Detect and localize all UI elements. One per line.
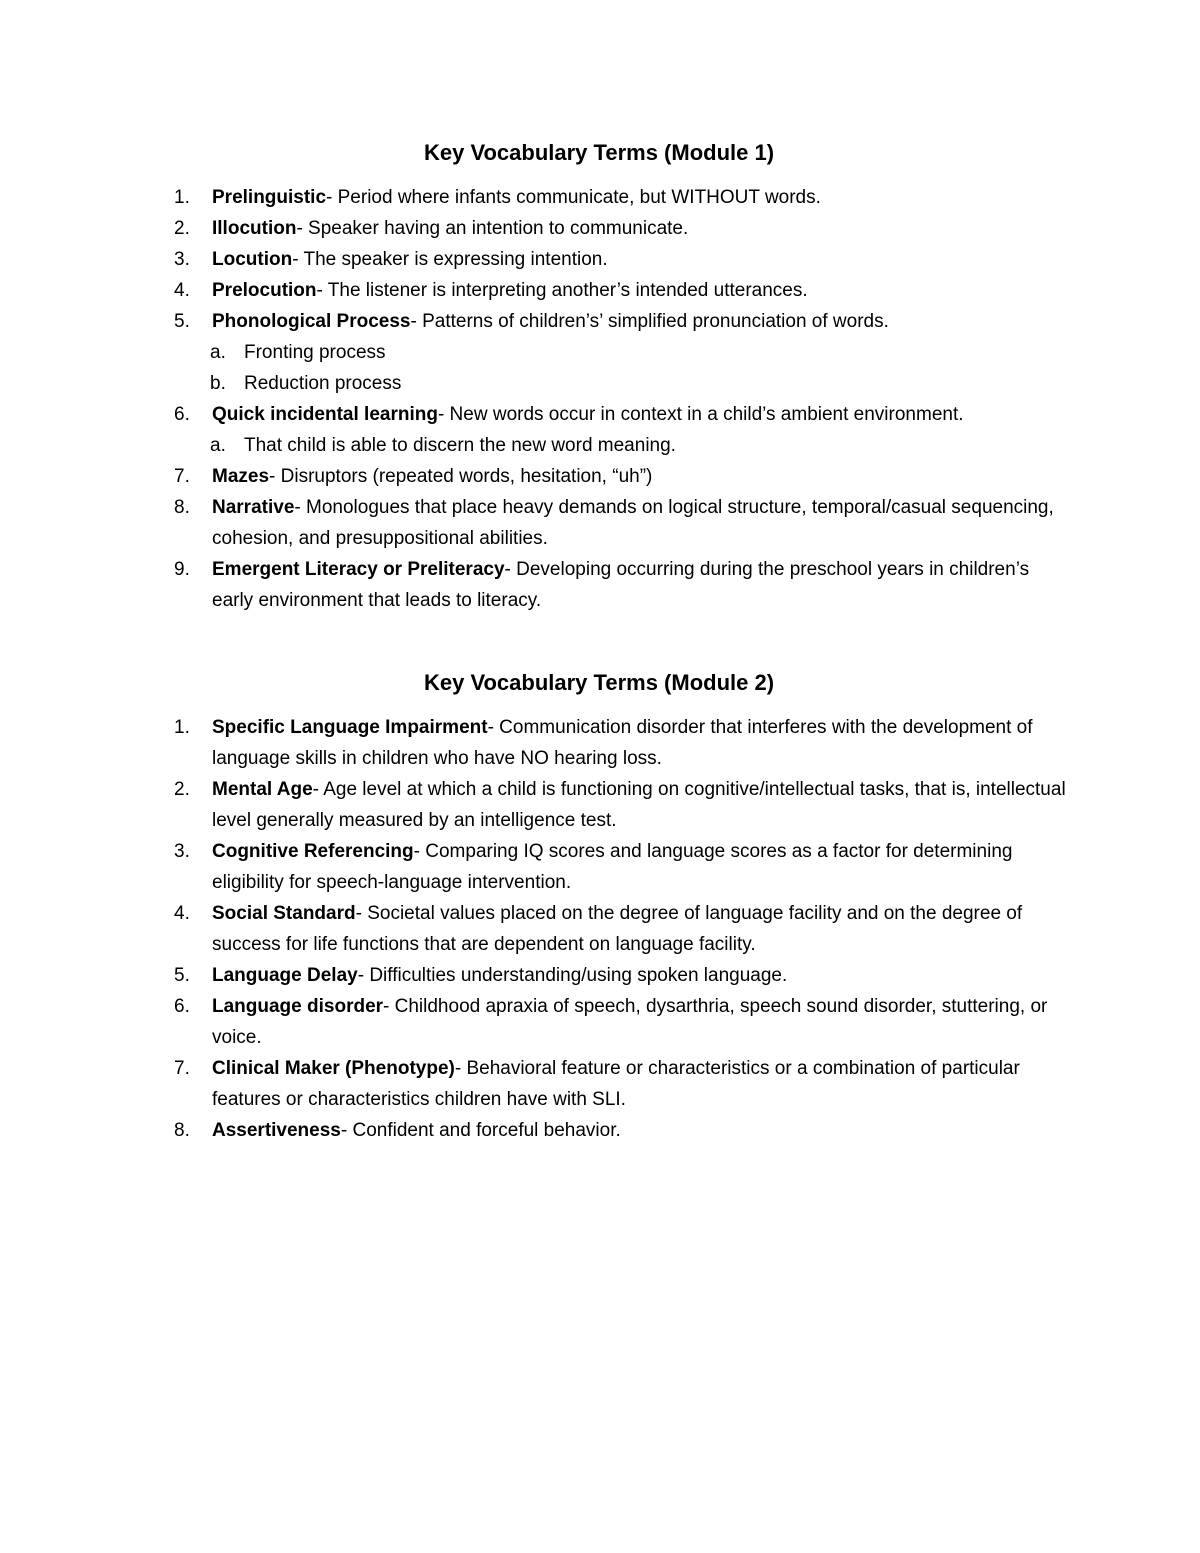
term-item	[174, 244, 1074, 275]
term-word: Mazes	[212, 466, 270, 487]
module-2-term-list	[174, 712, 1074, 1146]
term-word: Clinical Maker (Phenotype)	[212, 1058, 455, 1079]
sub-item	[174, 430, 1074, 461]
term-number: 4.	[174, 280, 190, 301]
term-definition: - Age level at which a child is functioning on cognitive/intellectual tasks, that is, intellectual level generally measured by an intelligence test.	[212, 779, 1066, 831]
sub-list	[174, 337, 1074, 399]
term-word: Mental Age	[212, 779, 313, 800]
module-1-section	[174, 138, 1074, 616]
term-number: 4.	[174, 903, 190, 924]
term-word: Language disorder	[212, 996, 384, 1017]
term-item	[174, 275, 1074, 306]
module-1-heading: Key Vocabulary Terms (Module 1)	[423, 140, 775, 165]
term-definition: - Period where infants communicate, but WITHOUT words.	[326, 187, 821, 208]
term-number: 2.	[174, 779, 190, 800]
term-number: 3.	[174, 841, 190, 862]
sub-item-text: That child is able to discern the new word meaning.	[244, 435, 676, 456]
term-word: Prelinguistic	[212, 187, 327, 208]
term-item	[174, 836, 1074, 898]
term-number: 1.	[174, 187, 190, 208]
term-word: Specific Language Impairment	[212, 717, 488, 738]
term-word: Social Standard	[212, 903, 356, 924]
term-definition: - Confident and forceful behavior.	[340, 1120, 621, 1141]
term-word: Prelocution	[212, 280, 317, 301]
term-number: 7.	[174, 466, 190, 487]
term-item	[174, 554, 1074, 616]
term-number: 6.	[174, 404, 190, 425]
term-definition: - Developing occurring during the preschool years in children’s early environment that leads to literacy.	[212, 559, 1030, 611]
module-1-term-list-cont	[174, 461, 1074, 616]
term-definition: - Monologues that place heavy demands on logical structure, temporal/casual sequencing, cohesion, and presuppositional abilities.	[212, 497, 1054, 549]
module-1-term-list	[174, 182, 1074, 337]
term-item	[174, 492, 1074, 554]
sub-item	[174, 337, 1074, 368]
term-number: 8.	[174, 497, 190, 518]
term-definition: - Comparing IQ scores and language scores as a factor for determining eligibility for speech-language intervention.	[212, 841, 1013, 893]
term-word: Quick incidental learning	[212, 404, 438, 425]
term-word: Language Delay	[212, 965, 358, 986]
module-2-section	[174, 668, 1074, 1146]
term-item	[174, 960, 1074, 991]
term-item	[174, 182, 1074, 213]
term-definition: - Behavioral feature or characteristics or a combination of particular features or characteristics children have with SLI.	[212, 1058, 1020, 1110]
term-number: 5.	[174, 311, 190, 332]
term-word: Cognitive Referencing	[212, 841, 414, 862]
term-definition: - Disruptors (repeated words, hesitation, “uh”)	[269, 466, 653, 487]
sub-item-text: Fronting process	[244, 342, 386, 363]
term-number: 3.	[174, 249, 190, 270]
term-item	[174, 991, 1074, 1053]
term-word: Illocution	[212, 218, 297, 239]
term-number: 7.	[174, 1058, 190, 1079]
term-item	[174, 1053, 1074, 1115]
term-definition: - Speaker having an intention to communicate.	[296, 218, 689, 239]
term-word: Assertiveness	[212, 1120, 341, 1141]
term-definition: - The speaker is expressing intention.	[292, 249, 608, 270]
term-item	[174, 461, 1074, 492]
term-word: Locution	[212, 249, 293, 270]
term-item	[174, 213, 1074, 244]
term-item	[174, 399, 1074, 430]
term-item	[174, 712, 1074, 774]
sub-item-letter: a.	[210, 342, 226, 363]
sub-item-letter: b.	[210, 373, 226, 394]
term-number: 5.	[174, 965, 190, 986]
term-item	[174, 1115, 1074, 1146]
sub-item	[174, 368, 1074, 399]
sub-list	[174, 430, 1074, 461]
term-word: Emergent Literacy or Preliteracy	[212, 559, 505, 580]
term-definition: - The listener is interpreting another’s intended utterances.	[316, 280, 808, 301]
term-item	[174, 898, 1074, 960]
term-definition: - Difficulties understanding/using spoken language.	[357, 965, 788, 986]
term-word: Narrative	[212, 497, 295, 518]
term-definition: - Societal values placed on the degree of language facility and on the degree of success for life functions that are dependent on language facility.	[212, 903, 1023, 955]
module-1-term-list-cont	[174, 399, 1074, 430]
term-number: 9.	[174, 559, 190, 580]
term-number: 2.	[174, 218, 190, 239]
term-number: 6.	[174, 996, 190, 1017]
term-word: Phonological Process	[212, 311, 411, 332]
sub-item-text: Reduction process	[244, 373, 402, 394]
term-number: 8.	[174, 1120, 190, 1141]
term-number: 1.	[174, 717, 190, 738]
term-item	[174, 774, 1074, 836]
module-2-heading: Key Vocabulary Terms (Module 2)	[423, 670, 775, 695]
term-item	[174, 306, 1074, 337]
term-definition: - New words occur in context in a child’s ambient environment.	[437, 404, 964, 425]
sub-item-letter: a.	[210, 435, 226, 456]
term-definition: - Childhood apraxia of speech, dysarthria, speech sound disorder, stuttering, or voice.	[212, 996, 1048, 1048]
term-definition: - Communication disorder that interferes with the development of language skills in children who have NO hearing loss.	[212, 717, 1033, 769]
term-definition: - Patterns of children’s’ simplified pronunciation of words.	[410, 311, 889, 332]
